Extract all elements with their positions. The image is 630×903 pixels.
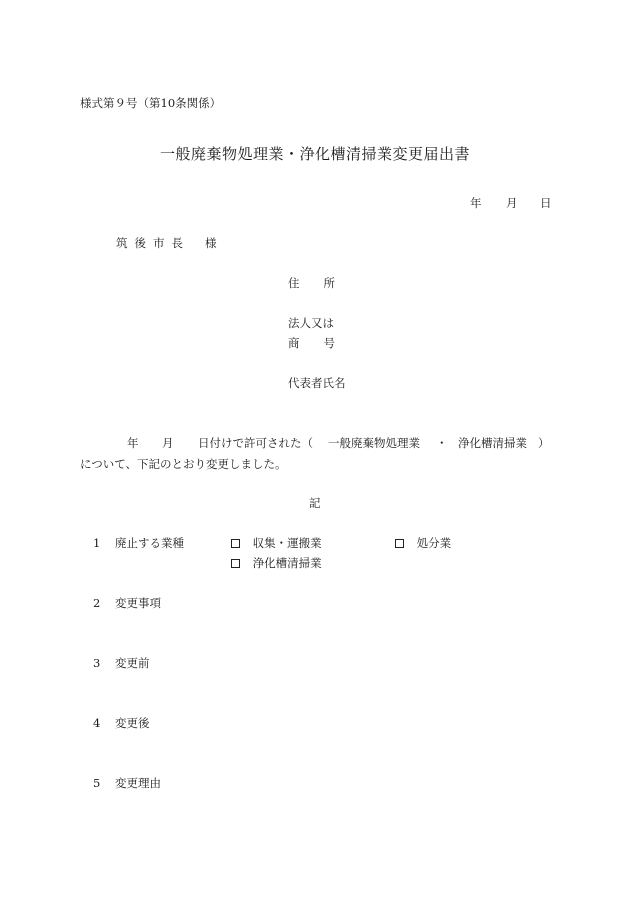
option-collection-label: 収集・運搬業 bbox=[252, 536, 322, 550]
trade-name-label bbox=[288, 338, 335, 350]
option-septic-label: 浄化槽清掃業 bbox=[252, 556, 322, 570]
body-year: 年 bbox=[127, 436, 139, 450]
body-business-septic: 浄化槽清掃業 bbox=[458, 436, 527, 450]
item-number: 2 bbox=[93, 596, 101, 610]
checkbox-collection[interactable] bbox=[231, 539, 240, 548]
corp-label: 法人又は bbox=[288, 316, 334, 330]
form-number: 様式第９号（第10条関係） bbox=[80, 96, 222, 110]
addressee bbox=[116, 238, 217, 250]
date-day-label: 日 bbox=[540, 196, 552, 210]
representative-label: 代表者氏名 bbox=[288, 376, 346, 390]
address-label-char: 所 bbox=[323, 276, 335, 290]
option-septic bbox=[231, 558, 322, 570]
body-month: 月 bbox=[162, 436, 174, 450]
item-label-before: 変更前 bbox=[115, 656, 150, 670]
addressee-honorific: 様 bbox=[205, 236, 217, 250]
body-business-waste: 一般廃棄物処理業 bbox=[328, 436, 420, 450]
item-label-changes: 変更事項 bbox=[115, 596, 161, 610]
body-permitted-text: 日付けで許可された（ bbox=[198, 436, 313, 450]
item-number: 1 bbox=[93, 536, 101, 550]
trade-name-char: 号 bbox=[323, 336, 335, 350]
option-disposal bbox=[395, 538, 451, 550]
item-label-reason: 変更理由 bbox=[115, 776, 161, 790]
trade-name-char: 商 bbox=[288, 336, 300, 350]
document-title: 一般廃棄物処理業・浄化槽清掃業変更届出書 bbox=[160, 145, 471, 163]
checkbox-septic[interactable] bbox=[231, 559, 240, 568]
date-year-label: 年 bbox=[470, 196, 482, 210]
body-dot: ・ bbox=[436, 436, 448, 450]
address-label-char: 住 bbox=[288, 276, 300, 290]
addressee-char: 長 bbox=[171, 236, 183, 250]
item-label-abolish: 廃止する業種 bbox=[115, 536, 184, 550]
addressee-char: 筑 bbox=[116, 236, 128, 250]
option-disposal-label: 処分業 bbox=[416, 536, 452, 550]
item-number: 5 bbox=[93, 776, 101, 790]
ki-heading: 記 bbox=[309, 496, 321, 510]
date-month-label: 月 bbox=[506, 196, 518, 210]
item-number: 4 bbox=[93, 716, 101, 730]
addressee-char: 後 bbox=[134, 236, 146, 250]
item-label-after: 変更後 bbox=[115, 716, 150, 730]
checkbox-disposal[interactable] bbox=[395, 539, 404, 548]
addressee-char: 市 bbox=[153, 236, 165, 250]
item-number: 3 bbox=[93, 656, 101, 670]
option-collection bbox=[231, 538, 322, 550]
address-label bbox=[288, 278, 335, 290]
body-line2: について、下記のとおり変更しました。 bbox=[80, 457, 287, 471]
body-close-paren: ） bbox=[538, 436, 550, 450]
